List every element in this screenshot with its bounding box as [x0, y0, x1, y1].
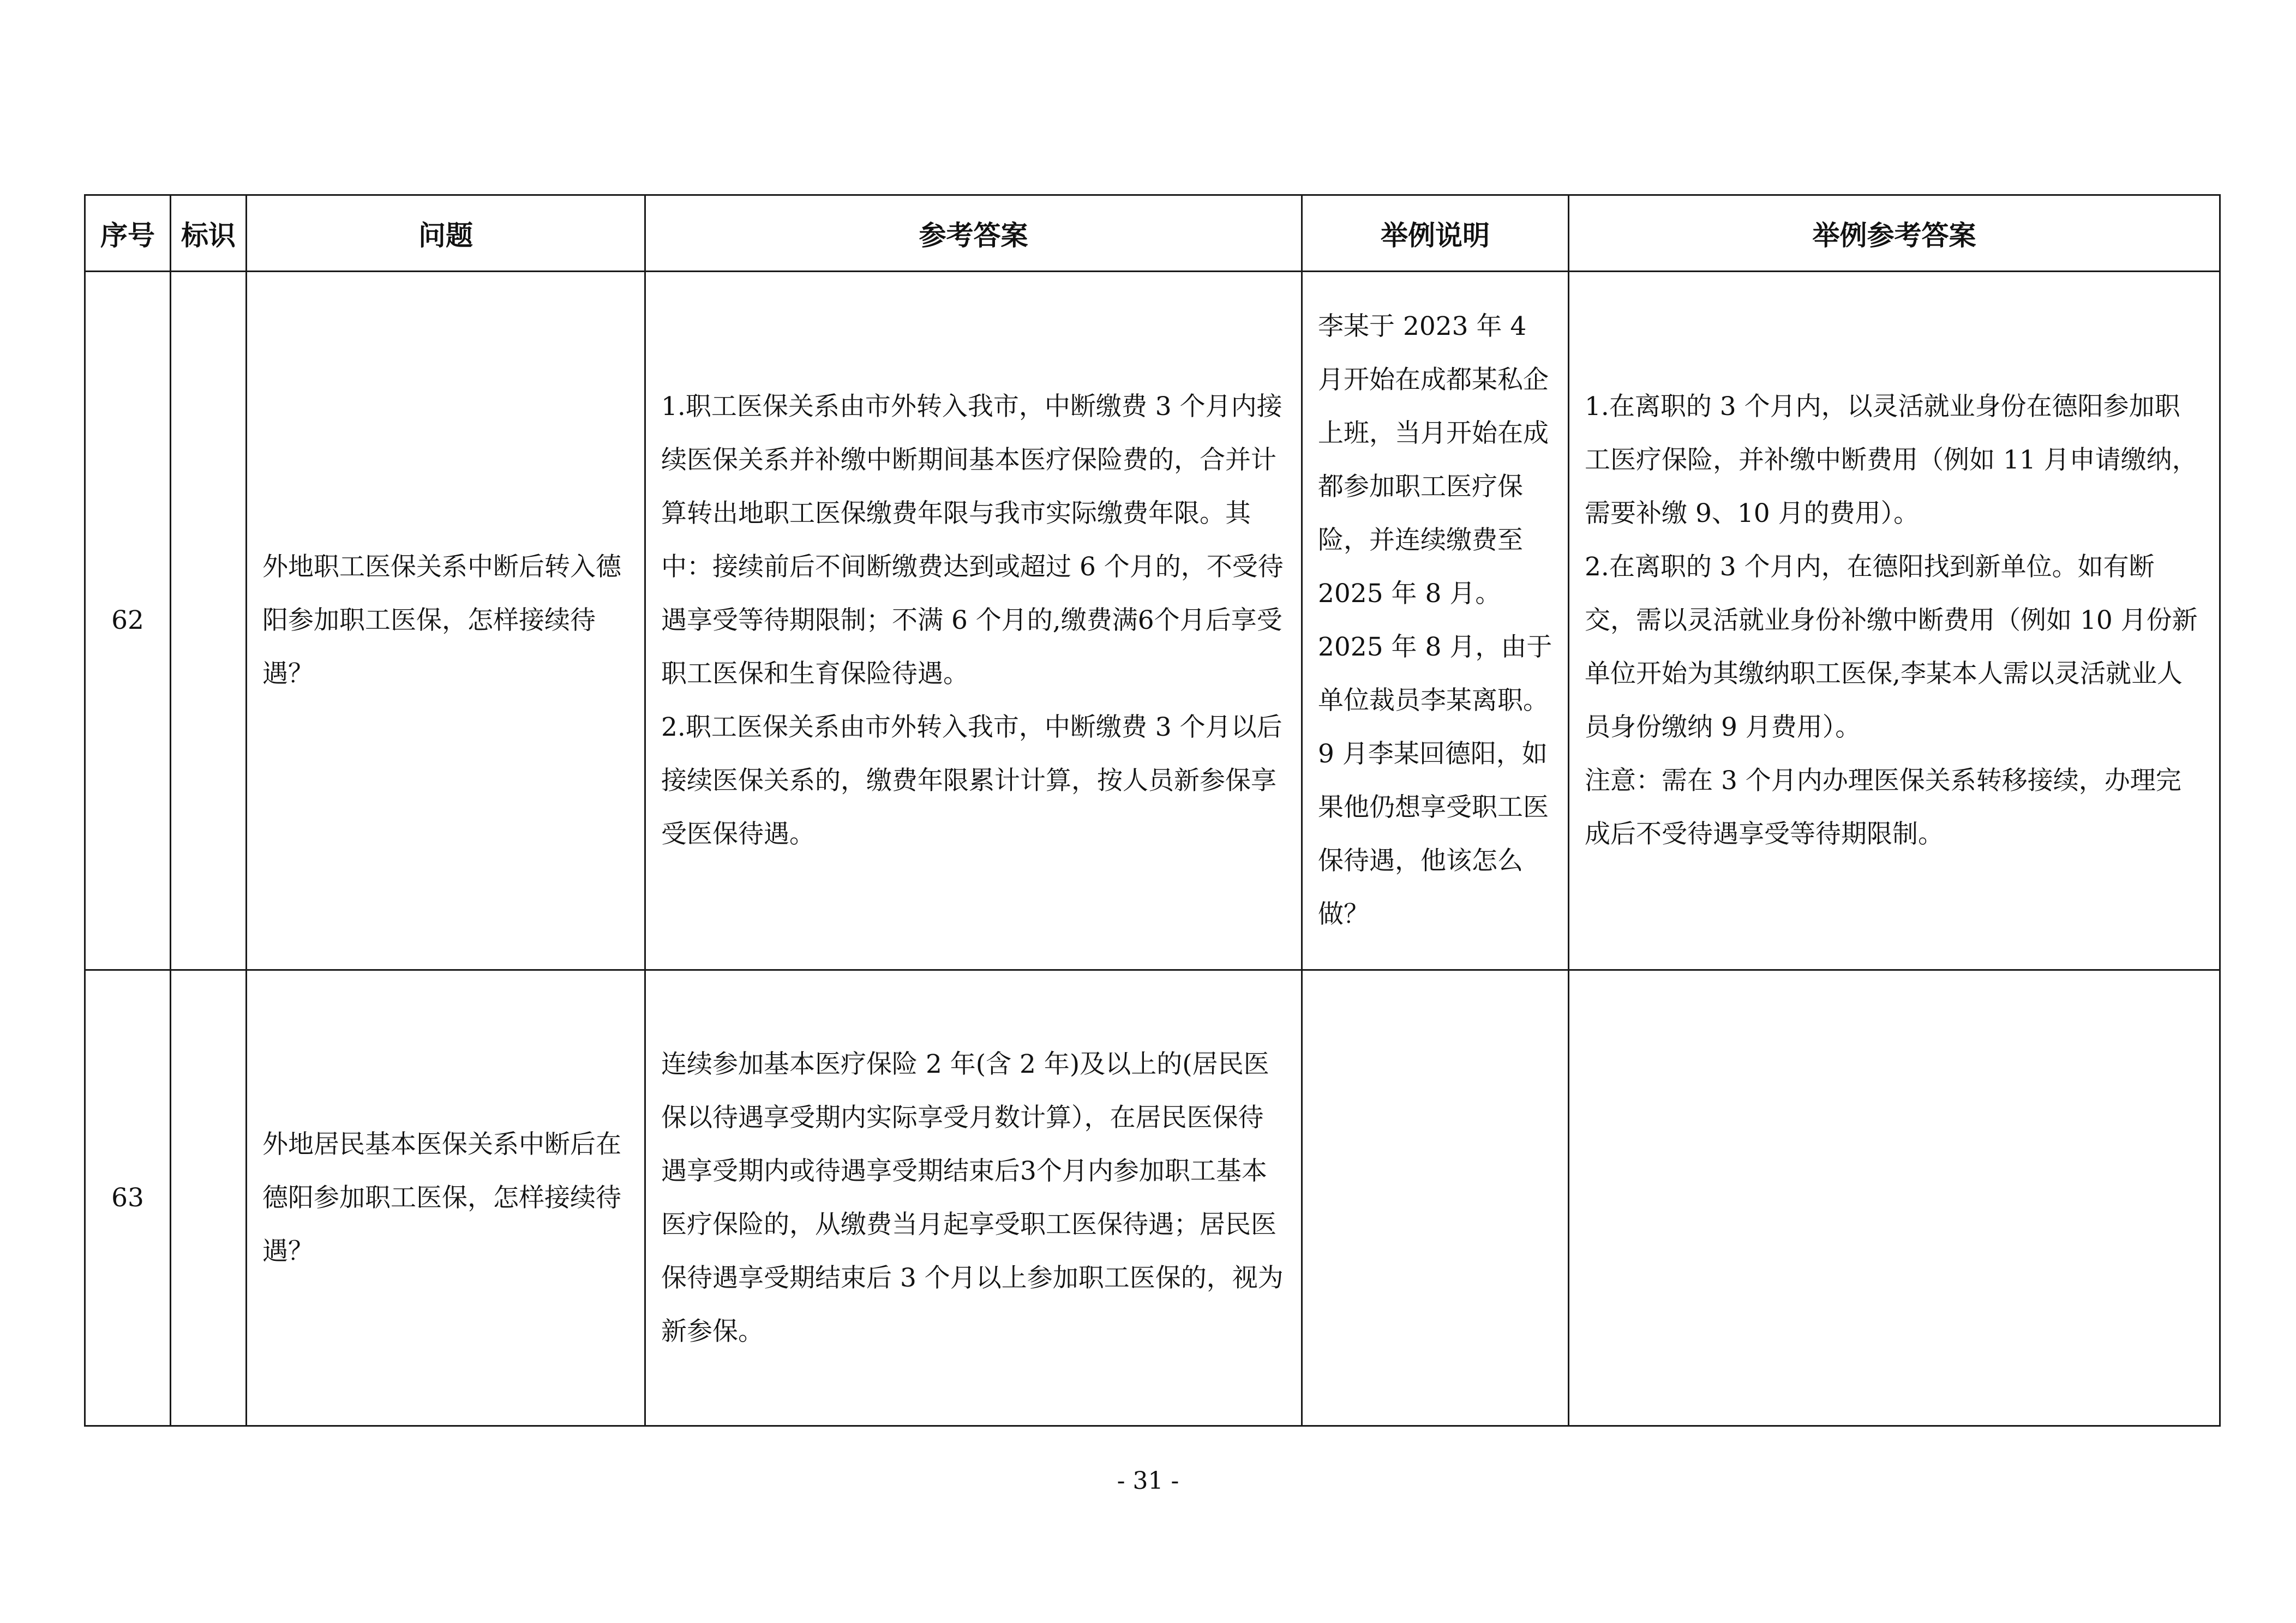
header-tag: 标识: [171, 195, 247, 272]
header-row: [85, 195, 2220, 272]
answer-paragraph: 1.职工医保关系由市外转入我市，中断缴费 3 个月内接续医保关系并补缴中断期间基本医疗保险费的，合并计算转出地职工医保缴费年限与我市实际缴费年限。其中：接续前后不间断缴费达到或超过 6 个月的，不受待遇享受等待期限制；不满 6 个月的,缴费满6个月后享受职工医保和生育保险待遇。: [661, 392, 1284, 689]
header-example-answer: 举例参考答案: [1569, 195, 2220, 272]
row-answer: [645, 970, 1302, 1426]
header-example: 举例说明: [1302, 195, 1569, 272]
row-seq: 63: [85, 970, 171, 1426]
row-example: [1302, 272, 1569, 970]
example-answer-paragraph: 2.在离职的 3 个月内，在德阳找到新单位。如有断交，需以灵活就业身份补缴中断费用（例如 10 月份新单位开始为其缴纳职工医保,李某本人需以灵活就业人员身份缴纳 9 月费用）。: [1585, 552, 2198, 742]
question-text: 外地职工医保关系中断后转入德阳参加职工医保，怎样接续待遇？: [262, 552, 621, 689]
row-tag: [171, 970, 247, 1426]
header-question: 问题: [247, 195, 645, 272]
page-number: - 31 -: [1117, 1467, 1179, 1495]
header-answer: 参考答案: [645, 195, 1302, 272]
row-question: [247, 272, 645, 970]
example-answer-paragraph: 注意：需在 3 个月内办理医保关系转移接续，办理完成后不受待遇享受等待期限制。: [1585, 766, 2181, 849]
qa-table: [84, 194, 2221, 1427]
row-example-answer: [1569, 272, 2220, 970]
row-question: [247, 970, 645, 1426]
row-tag: [171, 272, 247, 970]
answer-paragraph: 连续参加基本医疗保险 2 年(含 2 年)及以上的(居民医保以待遇享受期内实际享受月数计算），在居民医保待遇享受期内或待遇享受期结束后3个月内参加职工基本医疗保险的，从缴费当月起享受职工医保待遇；居民医保待遇享受期结束后 3 个月以上参加职工医保的，视为新参保。: [661, 1049, 1284, 1347]
table-row: [85, 272, 2220, 970]
row-example-answer: [1569, 970, 2220, 1426]
header-seq: 序号: [85, 195, 171, 272]
example-text: 李某于 2023 年 4 月开始在成都某私企上班，当月开始在成都参加职工医疗保险，并连续缴费至 2025 年 8 月。2025 年 8 月，由于单位裁员李某离职。9 月李某回德阳，如果他仍想享受职工医保待遇，他该怎么做？: [1318, 311, 1552, 929]
row-seq: 62: [85, 272, 171, 970]
question-text: 外地居民基本医保关系中断后在德阳参加职工医保，怎样接续待遇？: [262, 1129, 621, 1266]
example-answer-paragraph: 1.在离职的 3 个月内，以灵活就业身份在德阳参加职工医疗保险，并补缴中断费用（例如 11 月申请缴纳，需要补缴 9、10 月的费用）。: [1585, 392, 2198, 528]
row-answer: [645, 272, 1302, 970]
answer-paragraph: 2.职工医保关系由市外转入我市，中断缴费 3 个月以后接续医保关系的，缴费年限累计计算，按人员新参保享受医保待遇。: [661, 712, 1282, 849]
row-example: [1302, 970, 1569, 1426]
table-row: [85, 970, 2220, 1426]
